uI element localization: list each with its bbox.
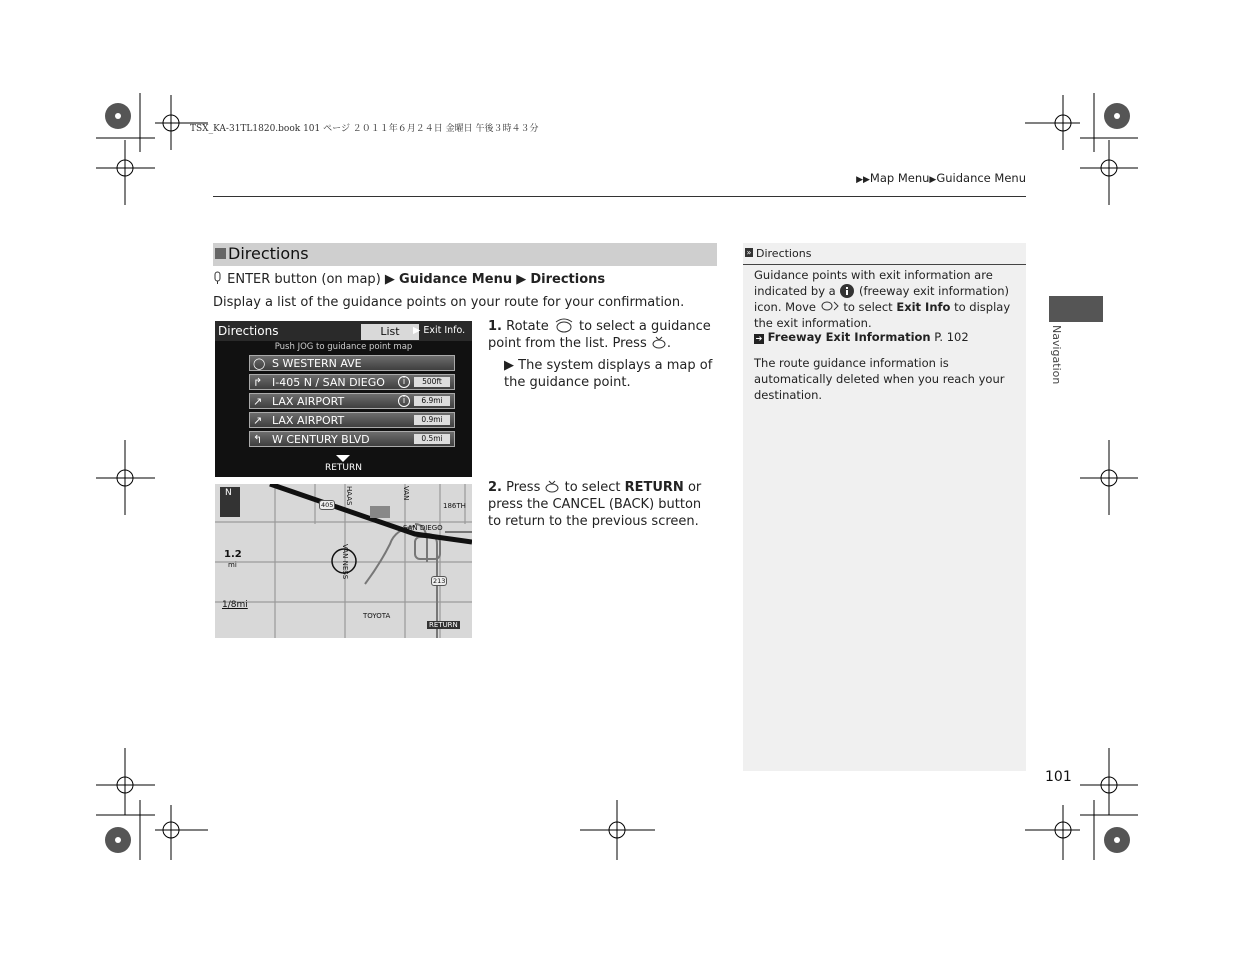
map-street-label: HAAS: [345, 486, 353, 506]
directions-list-screenshot: [215, 321, 472, 477]
section-tab-marker: [1049, 296, 1103, 322]
screen-hint: Push JOG to guidance point map: [274, 342, 413, 352]
note-marker-icon: »: [746, 248, 752, 257]
scroll-down-icon: [336, 455, 350, 462]
start-circle-icon: ◯: [253, 357, 266, 370]
path-guidance-menu: Guidance Menu: [399, 272, 513, 287]
guidance-point-row: [249, 393, 455, 409]
freeway-exit-info-icon: i: [398, 395, 410, 407]
step-1-result: [504, 357, 714, 391]
step-2: [488, 479, 718, 530]
sidebar-exit-info-label: Exit Info: [896, 300, 951, 314]
row-label: W CENTURY BLVD: [272, 433, 370, 446]
interface-dial-press-icon: [651, 335, 667, 349]
map-street-label: SAN DIEGO: [403, 524, 443, 532]
page-number: 101: [1045, 769, 1072, 785]
breadcrumb-arrows: ▶▶: [856, 175, 870, 185]
step-text: Press: [506, 480, 541, 495]
step-text: Rotate: [506, 319, 549, 334]
sidebar-paragraph: The route guidance information is automatically deleted when you reach your destination.: [754, 356, 1005, 402]
map-street-label: TOYOTA: [363, 612, 391, 620]
turn-right-arrow-icon: ↱: [253, 376, 263, 389]
breadcrumb-separator: ▶: [929, 175, 937, 185]
row-label: S WESTERN AVE: [272, 357, 362, 370]
next-turn-distance: 1.2: [224, 549, 242, 560]
row-distance: 0.5mi: [414, 434, 450, 444]
bear-right-arrow-icon: ↗: [253, 414, 263, 427]
bear-right-arrow-icon: ↗: [253, 395, 263, 408]
exit-info-tab: ▶ Exit Info.: [413, 325, 466, 336]
next-turn-distance-unit: mi: [228, 561, 237, 569]
guidance-point-map-screenshot: [215, 484, 472, 638]
result-arrow-icon: ▶: [504, 358, 514, 373]
interface-dial-rotate-icon: [553, 317, 575, 333]
sidebar-text: to select: [843, 300, 893, 314]
path-arrow-2: ▶: [516, 272, 527, 287]
breadcrumb-map-menu[interactable]: Map Menu: [869, 171, 930, 185]
breadcrumb: [856, 171, 1026, 185]
row-label: I-405 N / SAN DIEGO: [272, 376, 385, 389]
sidebar-text: Guidance points with exit information are indicated by a: [754, 268, 993, 298]
section-square-icon: [215, 248, 226, 259]
step-return-label: RETURN: [624, 480, 684, 495]
row-distance: 500ft: [414, 377, 450, 387]
sidebar-heading: [743, 243, 1026, 265]
step-1: [488, 317, 713, 352]
sidebar-paragraph: [754, 267, 1016, 331]
sidebar-text: to display the exit information.: [754, 300, 1011, 330]
reference-page: P. 102: [934, 330, 969, 344]
path-arrow-1: ▶: [384, 272, 395, 287]
map-street-label: VAN: [402, 486, 410, 501]
map-return-label: RETURN: [429, 621, 458, 629]
sidebar-note: [743, 243, 1026, 771]
step-text: to select a guidance point from the list. Press: [488, 319, 711, 351]
row-label: LAX AIRPORT: [272, 414, 345, 427]
guidance-point-row: [249, 374, 455, 390]
freeway-shield: 405: [321, 501, 334, 509]
map-scale: 1/8mi: [222, 600, 248, 610]
section-description: Display a list of the guidance points on your route for your confirmation.: [213, 295, 685, 310]
freeway-exit-info-icon: i: [398, 376, 410, 388]
path-directions: Directions: [530, 272, 606, 287]
breadcrumb-guidance-menu[interactable]: Guidance Menu: [936, 171, 1026, 185]
guidance-point-row: [249, 355, 455, 371]
sidebar-reference[interactable]: [754, 329, 1016, 345]
enter-button-icon: [213, 271, 223, 285]
return-label: RETURN: [324, 463, 362, 473]
turn-left-arrow-icon: ↰: [253, 433, 263, 446]
map-street-label: 186TH: [443, 502, 466, 510]
compass-north: N: [225, 488, 232, 498]
sidebar-heading-text: Directions: [756, 247, 812, 260]
interface-dial-move-right-icon: [820, 300, 840, 312]
print-header: TSX_KA-31TL1820.book 101 ページ ２０１１年６月２４日 金曜日 午後３時４３分: [190, 124, 539, 134]
step-text: or press the CANCEL (BACK) button to return to the previous screen.: [488, 480, 702, 529]
guidance-point-row: [249, 412, 455, 428]
section-header: [213, 243, 717, 266]
list-tab: List: [361, 324, 419, 340]
map-street-label: VAN NESS: [341, 544, 349, 580]
step-number: 2.: [488, 480, 502, 495]
row-distance: 0.9mi: [414, 415, 450, 425]
reference-title[interactable]: Freeway Exit Information: [767, 330, 931, 344]
row-label: LAX AIRPORT: [272, 395, 345, 408]
menu-path: [213, 271, 605, 287]
sidebar-text: (freeway exit information) icon. Move: [754, 284, 1009, 314]
freeway-exit-info-icon: [839, 283, 855, 299]
section-tab-label: Navigation: [1050, 325, 1063, 385]
reference-arrow-icon: ➔: [755, 334, 763, 343]
screen-title: Directions: [218, 324, 279, 338]
step-result-text: The system displays a map of the guidance point.: [504, 358, 713, 390]
path-start: ENTER button (on map): [227, 272, 381, 287]
interface-dial-press-icon: [544, 479, 560, 493]
step-text: to select: [564, 480, 621, 495]
section-title: Directions: [228, 244, 309, 263]
step-text: .: [666, 336, 671, 351]
step-number: 1.: [488, 319, 502, 334]
guidance-point-row: [249, 431, 455, 447]
header-divider: [213, 196, 1026, 197]
row-distance: 6.9mi: [414, 396, 450, 406]
freeway-shield: 213: [433, 577, 446, 585]
